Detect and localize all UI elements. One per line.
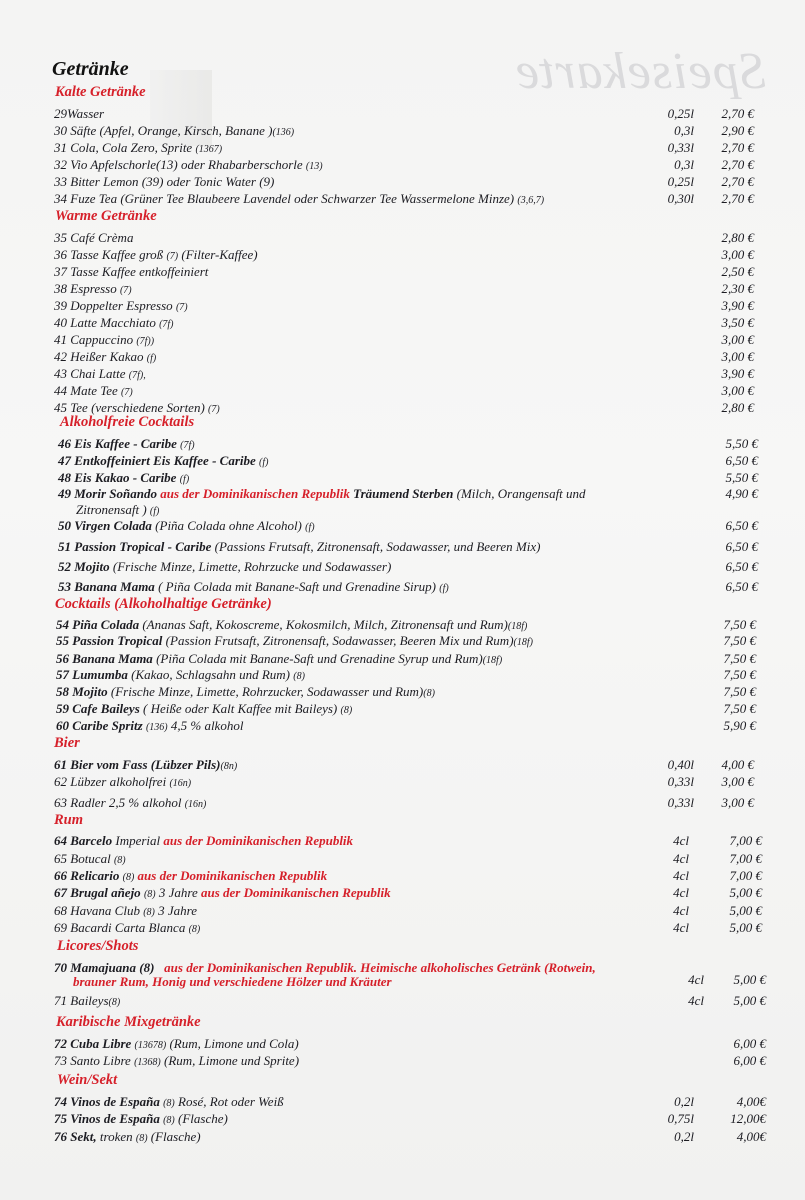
menu-item-60: [56, 717, 776, 735]
menu-item-74: [54, 1093, 774, 1111]
item-volume: 4cl: [673, 885, 689, 900]
item-volume: 4cl: [688, 993, 704, 1008]
item-name: 69 Bacardi Carta Blanca: [54, 920, 186, 935]
item-origin: aus der Dominikanischen Republik: [200, 885, 391, 900]
item-description: (Piña Colada ohne Alcohol): [155, 518, 302, 533]
item-price: 7,00 €: [729, 868, 762, 883]
section-bier: Bier: [54, 735, 80, 751]
item-allergens: (7): [119, 285, 132, 296]
menu-item-33: [54, 173, 774, 191]
item-volume: 0,3l: [674, 123, 694, 138]
item-description: (Rum, Limone und Sprite): [163, 1053, 300, 1068]
item-volume: 0,2l: [674, 1129, 694, 1144]
item-price: 3,90 €: [721, 366, 754, 381]
menu-item-51: [58, 538, 778, 556]
item-description: (Passion Frutsaft, Zitronensaft, Sodawasser, Beeren Mix und Rum): [165, 633, 514, 648]
section-rum: Rum: [54, 812, 84, 828]
item-extra: (Filter-Kaffee): [181, 247, 258, 262]
item-allergens: (136): [145, 722, 168, 733]
item-name: 54 Piña Colada: [56, 617, 140, 632]
item-origin: aus der Dominikanischen Republik: [160, 486, 350, 501]
item-description: ( Piña Colada mit Banane-Saft und Grenadine Sirup): [158, 579, 436, 594]
item-description: (Flasche): [178, 1111, 228, 1126]
item-volume: 0,33l: [667, 140, 694, 155]
menu-item-42: [54, 348, 774, 366]
menu-item-52: [58, 558, 778, 576]
item-volume: 0,2l: [674, 1094, 694, 1109]
item-name: 33 Bitter Lemon (39) oder Tonic Water (9): [54, 174, 275, 189]
item-price: 6,00 €: [733, 1053, 766, 1068]
item-price: 3,00 €: [721, 349, 754, 364]
item-origin: aus der Dominikanischen Republik. Heimische alkoholisches Getränk (Rotwein,: [164, 960, 596, 975]
item-name: 49 Morir Soñando: [58, 486, 157, 501]
item-description: (Frische Minze, Limette, Rohrzucke und Sodawasser): [112, 559, 392, 574]
item-allergens: (13678): [134, 1040, 167, 1051]
item-allergens: (3,6,7): [517, 195, 545, 206]
item-name: 70 Mamajuana (8): [54, 960, 155, 975]
menu-item-57: [56, 666, 776, 684]
item-name: 55 Passion Tropical: [56, 633, 163, 648]
item-price: 6,50 €: [725, 518, 758, 533]
item-name: 41 Cappuccino: [54, 332, 134, 347]
menu-item-29: [54, 105, 774, 123]
item-allergens: (8): [135, 1133, 148, 1144]
item-name: 36 Tasse Kaffee groß: [54, 247, 164, 262]
item-name: 34 Fuze Tea (Grüner Tee Blaubeere Lavendel oder Schwarzer Tee Wassermelone Minze): [54, 191, 515, 206]
menu-item-41: [54, 331, 774, 349]
item-name: 40 Latte Macchiato: [54, 315, 156, 330]
item-variant: troken: [99, 1129, 133, 1144]
item-allergens: (13): [305, 161, 323, 172]
item-allergens: (7f): [159, 319, 174, 330]
section-warme-getraenke: Warme Getränke: [55, 208, 157, 224]
menu-item-59: [56, 700, 776, 718]
item-allergens: (18f): [507, 621, 528, 632]
section-licores-shots: Licores/Shots: [57, 938, 139, 954]
menu-item-72: [54, 1035, 774, 1053]
item-name: 63 Radler 2,5 % alkohol: [54, 795, 182, 810]
item-name: 29Wasser: [54, 106, 105, 121]
item-name: 65 Botucal: [54, 851, 111, 866]
item-price: 5,50 €: [725, 470, 758, 485]
item-price: 3,50 €: [721, 315, 754, 330]
item-price: 2,70 €: [721, 157, 754, 172]
menu-item-37: [54, 263, 774, 281]
item-price: 5,00 €: [729, 920, 762, 935]
menu-item-30: [54, 122, 774, 140]
item-allergens: (f): [305, 522, 315, 533]
item-name: 32 Vio Apfelschorle(13) oder Rhabarberschorle: [54, 157, 303, 172]
menu-item-44: [54, 382, 774, 400]
item-volume: 4cl: [673, 868, 689, 883]
item-price: 6,50 €: [725, 453, 758, 468]
item-volume: 0,75l: [667, 1111, 694, 1126]
item-name: 75 Vinos de España: [54, 1111, 160, 1126]
item-price: 2,70 €: [721, 174, 754, 189]
menu-item-67: [54, 884, 774, 902]
item-name: 44 Mate Tee: [54, 383, 118, 398]
item-name: 68 Havana Club: [54, 903, 140, 918]
menu-item-75: [54, 1110, 774, 1128]
menu-item-43: [54, 365, 774, 383]
item-allergens: (18f): [482, 655, 503, 666]
item-description: (Passions Frutsaft, Zitronensaft, Sodawasser, und Beeren Mix): [214, 539, 541, 554]
item-allergens: (16n): [184, 799, 207, 810]
item-price: 7,00 €: [729, 833, 762, 848]
item-price: 6,50 €: [725, 539, 758, 554]
item-description: Rosé, Rot oder Weiß: [178, 1094, 284, 1109]
item-volume: 0,25l: [667, 174, 694, 189]
menu-item-58: [56, 683, 776, 701]
item-price: 2,90 €: [721, 123, 754, 138]
item-name: 45 Tee (verschiedene Sorten): [54, 400, 205, 415]
menu-item-38: [54, 280, 774, 298]
item-price: 6,00 €: [733, 1036, 766, 1051]
item-name: 51 Passion Tropical - Caribe: [58, 539, 212, 554]
item-name: 52 Mojito: [58, 559, 110, 574]
item-allergens: (f): [146, 353, 157, 364]
section-alkoholfreie-cocktails: Alkoholfreie Cocktails: [60, 414, 195, 430]
menu-item-40: [54, 314, 774, 332]
item-variant: 3 Jahre: [158, 903, 197, 918]
item-name: 37 Tasse Kaffee entkoffeiniert: [54, 264, 209, 279]
item-description: (Flasche): [150, 1129, 201, 1144]
item-volume: 4cl: [673, 833, 689, 848]
item-name: 61 Bier vom Fass (Lübzer Pils): [54, 757, 221, 772]
item-description: 4,5 % alkohol: [170, 718, 244, 733]
item-allergens: (8n): [220, 761, 238, 772]
item-allergens: (7): [166, 251, 179, 262]
item-allergens: (8): [188, 924, 201, 935]
menu-item-32: [54, 156, 774, 174]
item-price: 2,70 €: [721, 191, 754, 206]
item-subtitle: Träumend Sterben: [353, 486, 454, 501]
menu-item-71: [54, 992, 774, 1010]
item-allergens: (18f): [513, 637, 533, 648]
menu-item-64: [54, 832, 774, 850]
menu-item-49: [58, 485, 778, 503]
item-description: ( Heiße oder Kalt Kaffee mit Baileys): [143, 701, 338, 716]
item-price: 5,00 €: [733, 993, 766, 1008]
menu-item-69: [54, 919, 774, 937]
item-price: 2,30 €: [721, 281, 754, 296]
item-allergens: (f): [179, 474, 190, 485]
item-price: 2,70 €: [721, 106, 754, 121]
item-allergens: (8): [423, 688, 435, 699]
item-allergens: (7f),: [128, 370, 146, 381]
menu-item-31: [54, 139, 774, 157]
item-price: 5,50 €: [725, 436, 758, 451]
item-price: 7,50 €: [723, 701, 756, 716]
item-volume: 4cl: [673, 920, 689, 935]
menu-item-65: [54, 850, 774, 868]
item-price: 4,00€: [736, 1129, 766, 1144]
item-name: 60 Caribe Spritz: [56, 718, 143, 733]
item-price: 3,00 €: [721, 383, 754, 398]
item-allergens: (8): [163, 1098, 175, 1109]
item-price: 4,00€: [736, 1094, 766, 1109]
item-name: 48 Eis Kakao - Caribe: [58, 470, 177, 485]
item-price: 3,90 €: [721, 298, 754, 313]
item-description: brauner Rum, Honig und verschiedene Hölzer und Kräuter: [73, 974, 392, 989]
menu-item-46: [58, 435, 778, 453]
item-allergens: (8): [113, 855, 126, 866]
item-price: 3,00 €: [721, 247, 754, 262]
item-name: 74 Vinos de España: [54, 1094, 160, 1109]
item-allergens: (1367): [195, 144, 223, 155]
menu-item-61: [54, 756, 774, 774]
item-price: 4,00 €: [721, 757, 754, 772]
item-allergens: (8): [143, 907, 155, 918]
bleed-through-text: Speisekarte: [515, 43, 766, 100]
item-name: 73 Santo Libre: [54, 1053, 131, 1068]
item-volume: 0,33l: [667, 774, 694, 789]
item-name: 39 Doppelter Espresso: [54, 298, 173, 313]
item-price: 4,90 €: [725, 486, 758, 501]
item-name: 42 Heißer Kakao: [54, 349, 144, 364]
item-description: (Frische Minze, Limette, Rohrzucker, Sodawasser und Rum): [110, 684, 424, 699]
menu-item-53: [58, 578, 778, 596]
item-price: 5,00 €: [729, 885, 762, 900]
item-price: 2,80 €: [721, 230, 754, 245]
item-volume: 0,30l: [667, 191, 694, 206]
item-volume: 0,25l: [667, 106, 694, 121]
menu-item-63: [54, 794, 774, 812]
menu-item-62: [54, 773, 774, 791]
item-allergens: (8): [143, 889, 156, 900]
page-title: Getränke: [52, 58, 129, 80]
item-price: 3,00 €: [721, 774, 754, 789]
item-name: 71 Baileys: [54, 993, 109, 1008]
item-name: 47 Entkoffeiniert Eis Kaffee - Caribe: [58, 453, 256, 468]
item-name: 59 Cafe Baileys: [56, 701, 140, 716]
item-allergens: (7f): [180, 440, 195, 451]
item-allergens: (f): [149, 506, 160, 517]
item-allergens: (8): [122, 872, 135, 883]
item-price: 2,80 €: [721, 400, 754, 415]
section-cocktails: Cocktails (Alkoholhaltige Getränke): [55, 596, 272, 612]
item-origin: aus der Dominikanischen Republik: [163, 833, 354, 848]
menu-item-39: [54, 297, 774, 315]
item-volume: 4cl: [673, 903, 689, 918]
item-variant: 3 Jahre: [158, 885, 198, 900]
item-price: 7,50 €: [723, 617, 756, 632]
menu-item-68: [54, 902, 774, 920]
menu-item-55: [56, 632, 776, 650]
item-allergens: (136): [272, 127, 295, 138]
menu-item-36: [54, 246, 774, 264]
item-name: 53 Banana Mama: [58, 579, 155, 594]
item-name: 56 Banana Mama: [56, 651, 153, 666]
menu-item-50: [58, 517, 778, 535]
menu-item-34: [54, 190, 774, 208]
item-allergens: (8): [108, 997, 121, 1008]
item-price: 7,50 €: [723, 651, 756, 666]
item-allergens: (16n): [169, 778, 192, 789]
item-name: 67 Brugal añejo: [54, 885, 141, 900]
item-name: 62 Lübzer alkoholfrei: [54, 774, 167, 789]
item-name: 50 Virgen Colada: [58, 518, 152, 533]
item-price: 12,00€: [730, 1111, 766, 1126]
item-description: (Ananas Saft, Kokoscreme, Kokosmilch, Milch, Zitronensaft und Rum): [142, 617, 508, 632]
item-volume: 0,3l: [674, 157, 694, 172]
item-allergens: (8): [163, 1115, 175, 1126]
item-allergens: (8): [340, 705, 353, 716]
menu-item-70-price: [54, 971, 774, 989]
item-price: 3,00 €: [721, 332, 754, 347]
item-allergens: (8): [293, 671, 305, 682]
item-description: (Piña Colada mit Banane-Saft und Grenadine Syrup und Rum): [156, 651, 483, 666]
item-price: 7,50 €: [723, 633, 756, 648]
section-karibische-mixgetraenke: Karibische Mixgetränke: [56, 1014, 201, 1030]
menu-item-73: [54, 1052, 774, 1070]
item-name: 66 Relicario: [54, 868, 120, 883]
item-price: 7,00 €: [729, 851, 762, 866]
item-allergens: (7): [121, 387, 133, 398]
item-name: 35 Café Crèma: [54, 230, 134, 245]
item-price: 7,50 €: [723, 667, 756, 682]
item-price: 7,50 €: [723, 684, 756, 699]
item-name: 58 Mojito: [56, 684, 108, 699]
item-name: 72 Cuba Libre: [54, 1036, 132, 1051]
item-volume: 0,40l: [667, 757, 694, 772]
section-wein-sekt: Wein/Sekt: [57, 1072, 118, 1088]
item-name: 38 Espresso: [54, 281, 117, 296]
item-name: 64 Barcelo: [54, 833, 113, 848]
item-origin: aus der Dominikanischen Republik: [137, 868, 328, 883]
item-name: 57 Lumumba: [56, 667, 128, 682]
item-name: 30 Säfte (Apfel, Orange, Kirsch, Banane ): [54, 123, 273, 138]
item-price: 5,00 €: [729, 903, 762, 918]
item-volume: 4cl: [688, 972, 704, 987]
item-price: 3,00 €: [721, 795, 754, 810]
item-variant: Imperial: [115, 833, 161, 848]
item-allergens: (7f)): [136, 336, 155, 347]
item-price: 2,70 €: [721, 140, 754, 155]
item-allergens: (1368): [134, 1057, 161, 1068]
menu-item-35: [54, 229, 774, 247]
item-description: (Rum, Limone und Cola): [169, 1036, 299, 1051]
menu-item-76: [54, 1128, 774, 1146]
section-kalte-getraenke: Kalte Getränke: [55, 84, 146, 100]
item-allergens: (7): [208, 404, 220, 415]
item-price: 2,50 €: [721, 264, 754, 279]
item-price: 6,50 €: [725, 559, 758, 574]
item-name: 31 Cola, Cola Zero, Sprite: [54, 140, 193, 155]
menu-item-47: [58, 452, 778, 470]
item-name: 76 Sekt,: [54, 1129, 97, 1144]
item-description: Zitronensaft ): [76, 502, 147, 517]
item-description: (Milch, Orangensaft und: [456, 486, 586, 501]
item-price: 5,00 €: [733, 972, 766, 987]
item-name: 43 Chai Latte: [54, 366, 126, 381]
menu-item-66: [54, 867, 774, 885]
item-name: 46 Eis Kaffee - Caribe: [58, 436, 177, 451]
item-allergens: (f): [259, 457, 269, 468]
item-price: 6,50 €: [725, 579, 758, 594]
item-description: (Kakao, Schlagsahn und Rum): [131, 667, 290, 682]
item-allergens: (f): [439, 583, 449, 594]
item-price: 5,90 €: [723, 718, 756, 733]
item-volume: 4cl: [673, 851, 689, 866]
item-allergens: (7): [175, 302, 188, 313]
item-volume: 0,33l: [667, 795, 694, 810]
